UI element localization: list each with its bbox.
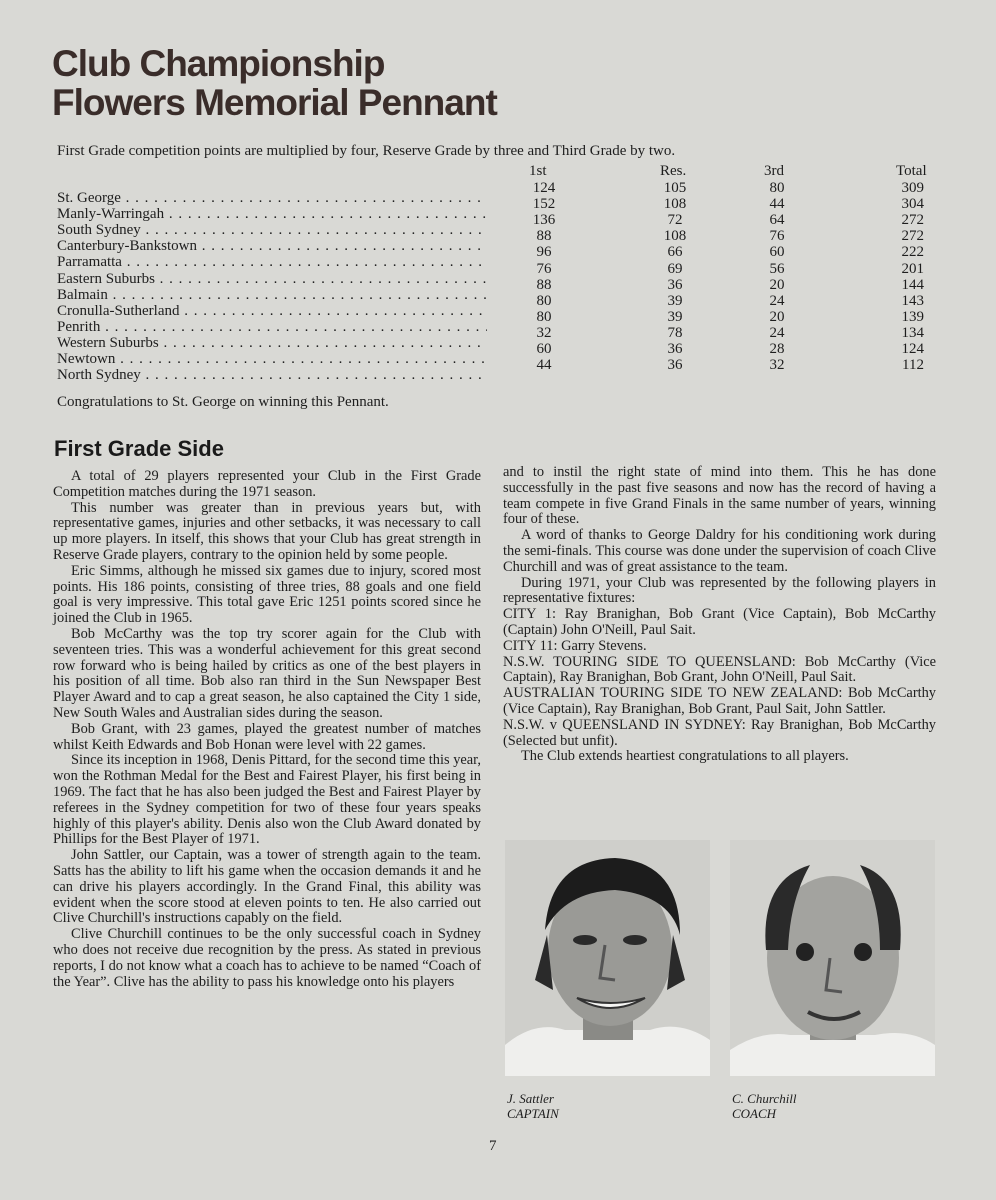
table-cell-third: 56 xyxy=(769,260,785,277)
table-cell-res: 78 xyxy=(667,324,683,341)
table-cell-first: 88 xyxy=(536,228,552,245)
congratulations-note: Congratulations to St. George on winning this Pennant. xyxy=(57,394,389,410)
table-cell-third: 24 xyxy=(769,292,785,309)
coach-caption xyxy=(732,1091,797,1121)
table-cell-third: 44 xyxy=(769,196,785,213)
table-cell-total: 144 xyxy=(901,276,924,293)
table-cell-first: 60 xyxy=(536,341,552,357)
table-row-team: Balmain . . . xyxy=(57,287,487,303)
table-cell-res: 36 xyxy=(667,357,683,374)
fixture-line: N.S.W. v QUEENSLAND IN SYDNEY: Ray Branighan, Bob McCarthy (Selected but unfit). xyxy=(503,716,936,749)
table-row-team: Cronulla-Sutherland . . . xyxy=(57,303,487,319)
table-cell-total: 124 xyxy=(901,341,924,357)
table-cell-first: 32 xyxy=(536,324,552,341)
page-title xyxy=(52,44,497,122)
table-cell-total: 222 xyxy=(901,244,924,261)
table-cell-first: 124 xyxy=(532,180,556,196)
table-cell-res: 36 xyxy=(667,276,683,293)
table-cell-third: 20 xyxy=(769,276,785,293)
table-cell-first: 44 xyxy=(536,357,552,374)
paragraph: Clive Churchill continues to be the only successful coach in Sydney who does not receive due recognition by the press. As stated in previous reports, I do not know what a coach has to achieve to be named “Coach of the Year”. Clive has the ability to pass his knowledge onto his players xyxy=(53,926,481,990)
header-res: Res. xyxy=(660,163,687,179)
table-cell-first: 152 xyxy=(532,196,556,213)
table-cell-third: 64 xyxy=(769,212,785,229)
caption-name: J. Sattler xyxy=(507,1091,554,1106)
coach-photo xyxy=(730,840,935,1076)
table-cell-res: 69 xyxy=(667,260,683,277)
title-line-2: Flowers Memorial Pennant xyxy=(52,82,497,123)
table-row-team: Penrith . . . xyxy=(57,319,487,335)
table-cell-third: 24 xyxy=(769,324,785,341)
fixture-line: CITY 11: Garry Stevens. xyxy=(503,637,647,654)
table-cell-third: 32 xyxy=(769,357,785,374)
captain-caption xyxy=(507,1091,559,1121)
table-row-team: Newtown . . . xyxy=(57,351,487,367)
table-cell-third: 20 xyxy=(769,308,785,325)
table-cell-res: 36 xyxy=(667,341,683,357)
table-cell-total: 112 xyxy=(902,357,924,374)
captain-photo xyxy=(505,840,710,1076)
paragraph: Eric Simms, although he missed six games due to injury, scored most points. His 186 points, consisting of three tries, 88 goals and one field goal is very impressive. This total gave Eric 1251 points scored since he joined the Club in 1965. xyxy=(53,562,481,627)
table-cell-total: 201 xyxy=(901,260,924,277)
header-3rd: 3rd xyxy=(764,163,784,179)
table-cell-third: 28 xyxy=(769,341,785,357)
table-row-team: Western Suburbs . . . xyxy=(57,335,487,351)
paragraph: The Club extends heartiest congratulations to all players. xyxy=(521,748,849,765)
table-row-team: South Sydney . . . xyxy=(57,222,487,238)
table-row-team: St. George . . . xyxy=(57,190,487,206)
table-cell-res: 39 xyxy=(667,308,683,325)
table-cell-res: 72 xyxy=(667,212,683,229)
intro-text: First Grade competition points are multiplied by four, Reserve Grade by three and Third Grade by two. xyxy=(57,143,676,159)
table-row-team: North Sydney . . . xyxy=(57,367,487,383)
paragraph: John Sattler, our Captain, was a tower of strength again to the team. Satts has the ability to lift his game when the occasion demands it and he can drive his players accordingly. In the Grand Final, this ability was evident when the score stood at eleven points to ten. He also carried out Clive Churchill's instructions capably on the field. xyxy=(53,847,481,927)
header-1st: 1st xyxy=(529,163,547,179)
table-cell-total: 309 xyxy=(901,180,924,196)
table-cell-total: 139 xyxy=(901,308,924,325)
table-cell-first: 88 xyxy=(536,276,552,293)
table-row-team: Eastern Suburbs . . . xyxy=(57,271,487,287)
table-cell-res: 108 xyxy=(663,196,687,213)
table-cell-first: 136 xyxy=(532,212,556,229)
fixture-line: CITY 1: Ray Branighan, Bob Grant (Vice Captain), Bob McCarthy (Captain) John O'Neill, Paul Sait. xyxy=(503,606,936,638)
table-cell-res: 66 xyxy=(667,244,683,261)
section-title: First Grade Side xyxy=(54,436,224,461)
title-line-1: Club Championship xyxy=(52,43,385,84)
table-cell-third: 60 xyxy=(769,244,785,261)
table-cell-first: 76 xyxy=(536,260,552,277)
table-cell-total: 143 xyxy=(901,292,924,309)
table-cell-res: 105 xyxy=(663,180,687,196)
table-cell-total: 304 xyxy=(901,196,924,213)
paragraph: This number was greater than in previous years but, with representative games, injuries and other setbacks, it was necessary to call up more players. In itself, this shows that your Club has great strength in Reserve Grade players, contrary to the opinion held by some people. xyxy=(53,499,481,563)
article-column-right xyxy=(503,465,936,765)
caption-role: COACH xyxy=(732,1106,777,1121)
paragraph: Since its inception in 1968, Denis Pittard, for the second time this year, won the Rothman Medal for the Best and Fairest Player, his first being in 1969. The fact that he has also been judged the Best and Fairest Player by referees in the Sydney competition for two of these four years speaks highly of this player's ability. Denis also won the Club Award donated by Phillips for the Best Player of 1971. xyxy=(53,752,481,848)
table-cell-first: 96 xyxy=(536,244,552,261)
table-row-team: Manly-Warringah . . . xyxy=(57,206,487,222)
table-cell-res: 39 xyxy=(667,292,683,309)
table-row-team: Canterbury-Bankstown . . . xyxy=(57,238,487,254)
paragraph: and to instil the right state of mind into them. This he has done successfully in the past five seasons and now has the record of having a team compete in five Grand Finals in the same number of years, winning four of these. xyxy=(503,464,936,528)
fixture-line: N.S.W. TOURING SIDE TO QUEENSLAND: Bob McCarthy (Vice Captain), Ray Branighan, Bob Grant, John O'Neill, Paul Sait. xyxy=(503,653,936,686)
table-cell-res: 108 xyxy=(663,228,687,245)
paragraph: A total of 29 players represented your Club in the First Grade Competition matches during the 1971 season. xyxy=(53,468,481,500)
paragraph: Bob McCarthy was the top try scorer again for the Club with seventeen tries. This was a wonderful achievement for this great second row forward who is being hailed by critics as one of the best players in his position of all time. Bob also ran third in the Sun Newspaper Best Player Award and to cap a great season, he also captained the City 1 side, New South Wales and Australian sides during the season. xyxy=(53,625,481,721)
table-cell-total: 134 xyxy=(901,324,924,341)
page-number: 7 xyxy=(489,1138,497,1154)
fixture-line: AUSTRALIAN TOURING SIDE TO NEW ZEALAND: Bob McCarthy (Vice Captain), Ray Branighan, Bob Grant, Paul Sait, John Sattler. xyxy=(503,685,936,717)
paragraph: A word of thanks to George Daldry for his conditioning work during the semi-finals. This course was done under the supervision of coach Clive Churchill and was of great assistance to the team. xyxy=(503,527,936,575)
caption-role: CAPTAIN xyxy=(507,1106,559,1121)
paragraph: During 1971, your Club was represented by the following players in representative fixtures: xyxy=(503,574,936,607)
header-total: Total xyxy=(896,163,927,179)
paragraph: Bob Grant, with 23 games, played the greatest number of matches whilst Keith Edwards and Bob Honan were level with 22 games. xyxy=(53,720,481,753)
caption-name: C. Churchill xyxy=(732,1091,797,1106)
article-column-left xyxy=(53,469,481,990)
table-cell-total: 272 xyxy=(901,228,924,245)
table-cell-first: 80 xyxy=(536,308,552,325)
table-row-team: Parramatta . . . xyxy=(57,254,487,270)
table-cell-total: 272 xyxy=(901,212,924,229)
table-cell-third: 76 xyxy=(769,228,785,245)
table-cell-third: 80 xyxy=(769,180,785,196)
table-cell-first: 80 xyxy=(536,292,552,309)
